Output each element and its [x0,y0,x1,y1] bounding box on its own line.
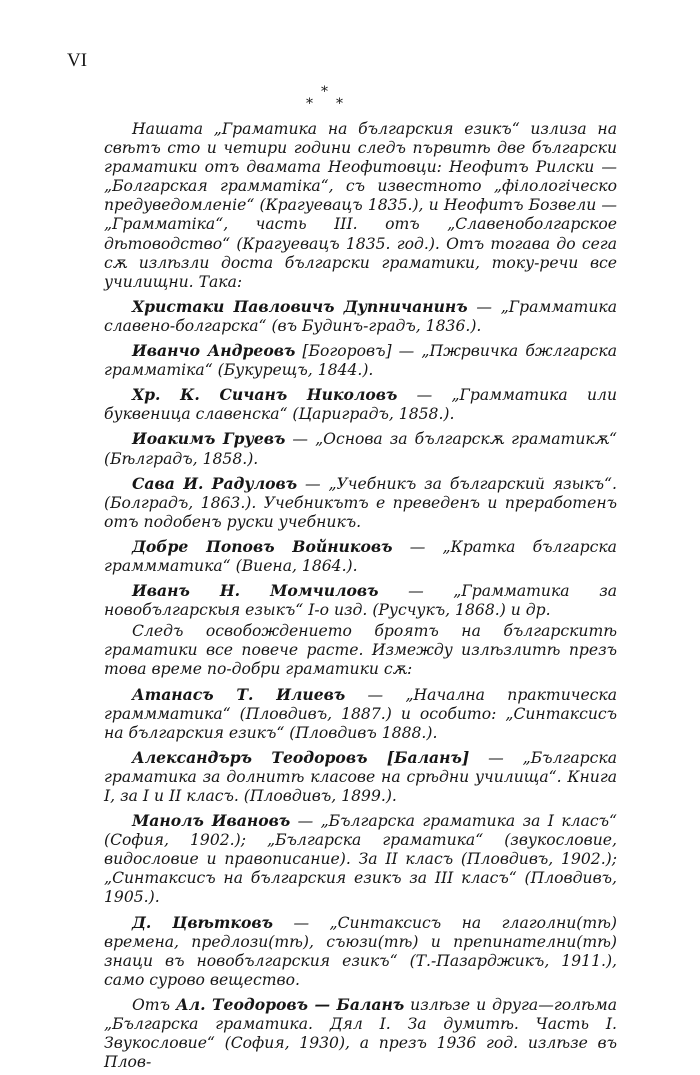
entry-author: Иванъ Н. Момчиловъ [132,581,379,601]
page-number: VI [67,50,88,71]
grammar-entry [104,811,617,907]
grammar-entry [104,913,617,990]
grammar-entry [104,537,617,576]
asterism-star: * [306,96,313,112]
body-text [104,120,617,1072]
entry-text: — „Българска граматика за долнитѣ класове на срѣдни училища“. Книга I, за I и II класъ. (Пловдивъ, 1899.). [104,748,618,805]
asterism-star: * [336,96,343,112]
entry-author: Иванчо Андреовъ [132,341,296,361]
grammar-entry [104,429,617,468]
grammar-entry [104,385,617,424]
entry-author: Добре Поповъ Войниковъ [132,536,393,556]
intro-paragraph: Нашата „Граматика на българския езикъ“ излиза на свѣтъ сто и четири години следъ първитѣ две български граматики отъ двамата Неофитовци: Неофитъ Рилски — „Болгарская грамматіка“, съ известното „філологіческо предуведомленіе“ (Крагуевацъ 1835.), и Неофитъ Бозвели — „Грамматіка“, часть III. отъ „Славеноболгарское дѣтоводство“ (Крагуевацъ 1835. год.). Отъ тогава до сега сѫ излѣзли доста български граматики, току-речи все училищни. Така: [104,120,617,291]
entry-text: [Богоровъ] — „Пжрвичка бжлгарска грамматіка“ (Букурещъ, 1844.). [104,342,617,380]
asterism-divider [306,84,356,114]
entry-author: Д. Цвѣтковъ [132,912,273,932]
entry-text: — „Начална практическа граммматика“ (Пловдивъ, 1887.) и особито: „Синтаксисъ на българския езикъ“ (Пловдивъ 1888.). [104,685,618,742]
transition-paragraph: Следъ освобождението броятъ на българскитѣ граматики все повече расте. Измежду излѣзлитѣ презъ това време по-добри граматики сѫ: [104,622,617,679]
final-author: Ал. Теодоровъ — Баланъ [175,994,405,1014]
asterism-star: * [321,84,328,100]
final-text: излѣзе и друга—голѣма „Българска граматика. Дял I. За думитѣ. Часть I. Звукословие“ (София, 1930), а презъ 1936 год. излѣзе въ Плов- [104,995,617,1072]
grammar-entry [104,581,617,620]
final-prefix: Отъ [132,995,176,1014]
entry-text: — „Българска граматика за I класъ“ (София, 1902.); „Българска граматика“ (звукословие, видословие и правописание). За II класъ (Пловдивъ, 1902.); „Синтаксисъ на българския езикъ за III класъ“ (Пловдивъ, 1905.). [104,812,617,907]
entry-text: — „Синтаксисъ на глаголни(тѣ) времена, предлози(тѣ), съюзи(тѣ) и препинателни(тѣ) знаци въ новобългарския езикъ“ (Т.-Пазарджикъ, 1911.), само суровo вещество. [104,913,618,989]
entry-text: — „Грамматика за новобългарскыя езыкъ“ I-о изд. (Русчукъ, 1868.) и др. [104,582,617,620]
entry-author: Атанасъ Т. Илиевъ [132,684,346,704]
grammar-entry [104,748,617,806]
entry-author: Хр. К. Сичанъ Николовъ [132,385,398,405]
entry-text: — „Учебникъ за българский языкъ“. (Болградъ, 1863.). Учебникътъ е преведенъ и преработенъ отъ подобенъ руски учебникъ. [104,474,617,531]
entry-author: Александъръ Теодоровъ [Баланъ] [132,747,470,767]
entry-author: Манолъ Ивановъ [132,811,291,831]
final-paragraph [104,995,617,1072]
entry-text: — „Основа за българскѫ граматикѫ“ (Бѣлградъ, 1858.). [104,430,617,468]
grammar-entry [104,474,617,532]
grammar-entry [104,297,617,336]
grammar-entry [104,341,617,380]
entry-text: — „Грамматика или буквеница славенска“ (Цариградъ, 1858.). [104,386,617,424]
entry-author: Иоакимъ Груевъ [132,429,286,449]
entry-text: — „Кратка българска граммматика“ (Виена, 1864.). [104,537,617,575]
entry-author: Сава И. Радуловъ [132,473,298,493]
grammar-entry [104,685,617,743]
entry-text: — „Грамматика славено-болгарска“ (въ Будинъ-градъ, 1836.). [104,297,617,335]
entry-author: Христаки Павловичъ Дупничанинъ [132,296,468,316]
